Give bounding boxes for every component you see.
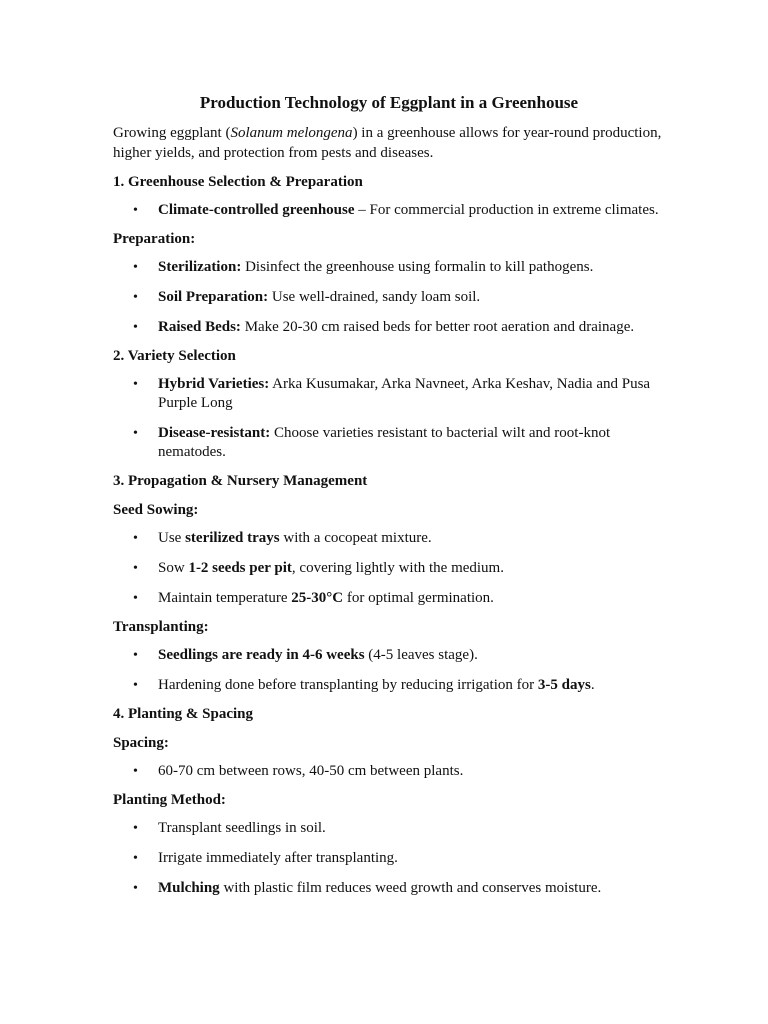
item-text: Sow xyxy=(158,560,189,576)
spacing-list xyxy=(113,762,665,781)
item-bold-text: Sterilization: xyxy=(158,259,242,275)
list-item xyxy=(113,424,665,462)
bullet-icon: • xyxy=(133,377,138,392)
document-page xyxy=(113,92,665,907)
list-item xyxy=(113,288,665,307)
item-bold-text: Mulching xyxy=(158,880,220,896)
list-item xyxy=(113,559,665,578)
bullet-icon: • xyxy=(133,851,138,866)
list-item xyxy=(113,201,665,220)
seed-sowing-label: Seed Sowing: xyxy=(113,502,199,518)
bullet-icon: • xyxy=(133,821,138,836)
bullet-icon: • xyxy=(133,260,138,275)
item-bold-text: Disease-resistant: xyxy=(158,425,271,441)
item-bold-text: Seedlings are ready in 4-6 weeks xyxy=(158,647,365,663)
list-item xyxy=(113,529,665,548)
item-text: Transplant seedlings in soil. xyxy=(158,820,326,836)
item-text: Disinfect the greenhouse using formalin to kill pathogens. xyxy=(241,259,594,275)
item-text: Maintain temperature xyxy=(158,590,292,606)
item-text: (4-5 leaves stage). xyxy=(364,647,478,663)
item-bold-text: Climate-controlled greenhouse xyxy=(158,202,355,218)
list-item xyxy=(113,375,665,413)
item-text: Make 20-30 cm raised beds for better root aeration and drainage. xyxy=(240,319,635,335)
transplanting-list xyxy=(113,646,665,695)
transplanting-label: Transplanting: xyxy=(113,619,209,635)
section-2-list xyxy=(113,375,665,462)
preparation-label: Preparation: xyxy=(113,231,196,247)
bullet-icon: • xyxy=(133,591,138,606)
item-text: . xyxy=(590,677,595,693)
bullet-icon: • xyxy=(133,203,138,218)
item-text: Use xyxy=(158,530,186,546)
bullet-icon: • xyxy=(133,531,138,546)
item-bold-text: Hybrid Varieties: xyxy=(158,376,270,392)
bullet-icon: • xyxy=(133,678,138,693)
document-title: Production Technology of Eggplant in a Greenhouse xyxy=(199,93,579,112)
item-text: Hardening done before transplanting by reducing irrigation for xyxy=(158,677,538,693)
planting-method-list xyxy=(113,819,665,898)
list-item xyxy=(113,676,665,695)
bullet-icon: • xyxy=(133,290,138,305)
list-item xyxy=(113,879,665,898)
item-text: with a cocopeat mixture. xyxy=(279,530,432,546)
item-bold-text: 3-5 days xyxy=(537,677,591,693)
bullet-icon: • xyxy=(133,561,138,576)
item-text: Choose varieties resistant to bacterial wilt and root-knot nematodes. xyxy=(158,425,611,460)
bullet-icon: • xyxy=(133,648,138,663)
bullet-icon: • xyxy=(133,426,138,441)
bullet-icon: • xyxy=(133,764,138,779)
intro-scientific-name: Solanum melongena xyxy=(230,125,353,141)
item-text: , covering lightly with the medium. xyxy=(291,560,504,576)
item-text: – For commercial production in extreme climates. xyxy=(354,202,659,218)
bullet-icon: • xyxy=(133,881,138,896)
section-2-heading: 2. Variety Selection xyxy=(113,348,236,364)
section-1-list xyxy=(113,201,665,220)
bullet-icon: • xyxy=(133,320,138,335)
list-item xyxy=(113,258,665,277)
preparation-list xyxy=(113,258,665,337)
item-text: with plastic film reduces weed growth and conserves moisture. xyxy=(219,880,602,896)
list-item xyxy=(113,589,665,608)
list-item xyxy=(113,646,665,665)
item-bold-text: Soil Preparation: xyxy=(158,289,269,305)
list-item xyxy=(113,819,665,838)
item-bold-text: 1-2 seeds per pit xyxy=(188,560,292,576)
intro-text-after: ) in a greenhouse allows for year-round production, higher yields, and protection from pests and diseases. xyxy=(113,125,662,161)
list-item xyxy=(113,849,665,868)
item-text: for optimal germination. xyxy=(343,590,494,606)
item-bold-text: sterilized trays xyxy=(185,530,280,546)
planting-method-label: Planting Method: xyxy=(113,792,226,808)
spacing-label: Spacing: xyxy=(113,735,169,751)
intro-text-before: Growing eggplant ( xyxy=(113,125,231,141)
list-item xyxy=(113,318,665,337)
list-item xyxy=(113,762,665,781)
seed-sowing-list xyxy=(113,529,665,608)
item-bold-text: Raised Beds: xyxy=(158,319,241,335)
item-text: 60-70 cm between rows, 40-50 cm between plants. xyxy=(158,763,464,779)
item-text: Irrigate immediately after transplanting. xyxy=(158,850,398,866)
intro-paragraph xyxy=(113,123,665,163)
item-bold-text: 25-30°C xyxy=(291,590,344,606)
section-4-heading: 4. Planting & Spacing xyxy=(113,706,254,722)
item-text: Arka Kusumakar, Arka Navneet, Arka Keshav, Nadia and Pusa Purple Long xyxy=(158,376,651,411)
section-3-heading: 3. Propagation & Nursery Management xyxy=(113,473,368,489)
item-text: Use well-drained, sandy loam soil. xyxy=(268,289,481,305)
section-1-heading: 1. Greenhouse Selection & Preparation xyxy=(113,174,363,190)
